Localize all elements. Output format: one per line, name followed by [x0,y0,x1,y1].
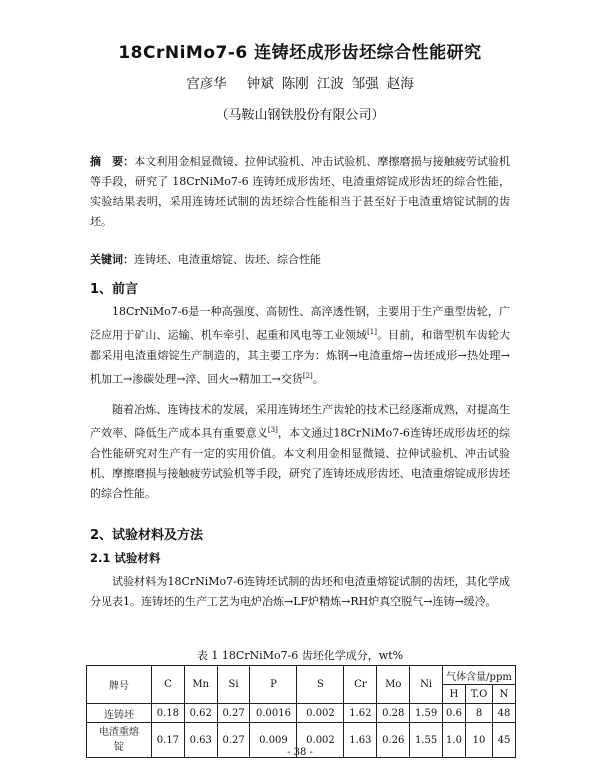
paper-title: 18CrNiMo7-6 连铸坯成形齿坯综合性能研究 [118,43,482,63]
author-name: 陈刚 [281,76,309,92]
table-cell: 0.002 [297,723,344,758]
table-cell: 8 [466,704,493,723]
table-cell: 0.28 [377,704,410,723]
intro-paragraph-2 [90,400,510,504]
author-name: 赵海 [386,76,414,92]
affiliation: （马鞍山钢铁股份有限公司） [215,108,385,123]
table-cell: 0.27 [217,723,250,758]
header-cell-element: Si [217,666,250,704]
table-cell: 0.002 [297,704,344,723]
author-list [0,72,600,92]
table-cell: 0.62 [184,704,217,723]
table-cell: 45 [493,723,516,758]
intro-paragraph-1 [90,302,510,389]
row-name: 连铸坯 [87,704,152,723]
section-heading-methods: 2、试验材料及方法 [90,528,204,543]
header-cell-element: P [250,666,297,704]
table-cell: 48 [493,704,516,723]
page-number: - 38 - [287,747,313,758]
subsection-heading-materials: 2.1 试验材料 [90,551,161,565]
intro-text: 18CrNiMo7-6是一种高强度、高韧性、高淬透性钢，主要用于生产重型齿轮，广泛应用于矿山、运输、机车牵引、起重和风电等工业领域 [90,305,510,342]
header-cell-element: Mn [184,666,217,704]
section-heading-intro: 1、前言 [90,282,139,297]
table-cell: 1.55 [410,723,443,758]
header-cell-gas-to: T.O [466,685,493,704]
table-row [87,704,516,723]
header-cell-grade: 牌号 [87,666,152,704]
abstract-label: 摘 要： [90,155,135,168]
table-caption: 表 1 18CrNiMo7-6 齿坯化学成分，wt% [196,649,404,662]
citation: [2] [302,371,313,380]
table-cell: 10 [466,723,493,758]
author-name: 钟斌 [246,76,274,92]
table-cell: 0.26 [377,723,410,758]
header-cell-element: S [297,666,344,704]
table-cell: 0.17 [152,723,185,758]
table-cell: 0.0016 [250,704,297,723]
materials-paragraph: 试验材料为18CrNiMo7-6连铸坯试制的齿坯和电渣重熔锭试制的齿坯，其化学成分见表1。连铸坯的生产工艺为电炉冶炼→LF炉精炼→RH炉真空脱气→连铸→缓冷。 [90,575,510,608]
table-cell: 1.59 [410,704,443,723]
citation: [3] [267,426,278,434]
intro-text: 。目前，和谐型机车齿轮大都采用电渣重熔锭生产制造的，其主要工序为：炼钢→电渣重熔→齿坯成形→热处理→机加工→渗碳处理→淬、回火→精加工→交货 [90,328,510,386]
table-cell: 1.0 [443,723,466,758]
intro-text: ，本文通过18CrNiMo7-6连铸坯成形齿坯的综合性能研究对生产有一定的实用价值。本文利用金相显微镜、拉伸试验机、冲击试验机、摩擦磨损与接触疲劳试验机等手段，研究了连铸坯成形齿坯、电渣重熔锭成形齿坯的综合性能。 [90,426,510,500]
header-cell-gas-n: N [493,685,516,704]
table-header-row [87,666,516,685]
header-cell-element: C [152,666,185,704]
header-cell-gas: 气体含量/ppm [443,666,516,685]
author-name: 江波 [316,76,344,92]
intro-text: 。 [312,372,324,386]
abstract [90,152,510,232]
chemical-composition-table [86,665,516,758]
header-cell-element: Cr [344,666,377,704]
keywords [90,250,510,270]
keywords-label: 关键词： [90,253,134,266]
abstract-text: 本文利用金相显微镜、拉伸试验机、冲击试验机、摩擦磨损与接触疲劳试验机等手段，研究了 18CrNiMo7-6 连铸坯成形齿坯、电渣重熔锭成形齿坯的综合性能，实验结果表明，采用连铸坯试制的齿坯综合性能相当于甚至好于电渣重熔锭试制的齿坯。 [90,155,510,228]
header-cell-element: Ni [410,666,443,704]
citation: [1] [367,328,377,336]
table-cell: 0.009 [250,723,297,758]
author-name: 邹强 [351,76,379,92]
header-cell-element: Mo [377,666,410,704]
table-cell: 0.18 [152,704,185,723]
header-cell-gas-h: H [443,685,466,704]
table-cell: 0.6 [443,704,466,723]
row-name: 电渣重熔锭 [87,723,152,758]
intro-text: 随着冶炼、连铸技术的发展，采用连铸坯生产齿轮的技术已经逐渐成熟，对提高生产效率、降低生产成本具有重要意义 [90,403,510,440]
keywords-text: 连铸坯、电渣重熔锭、齿坯、综合性能 [134,253,321,266]
table-cell: 1.63 [344,723,377,758]
author-name: 宫彦华 [186,76,227,92]
table-cell: 1.62 [344,704,377,723]
table-cell: 0.63 [184,723,217,758]
table-cell: 0.27 [217,704,250,723]
